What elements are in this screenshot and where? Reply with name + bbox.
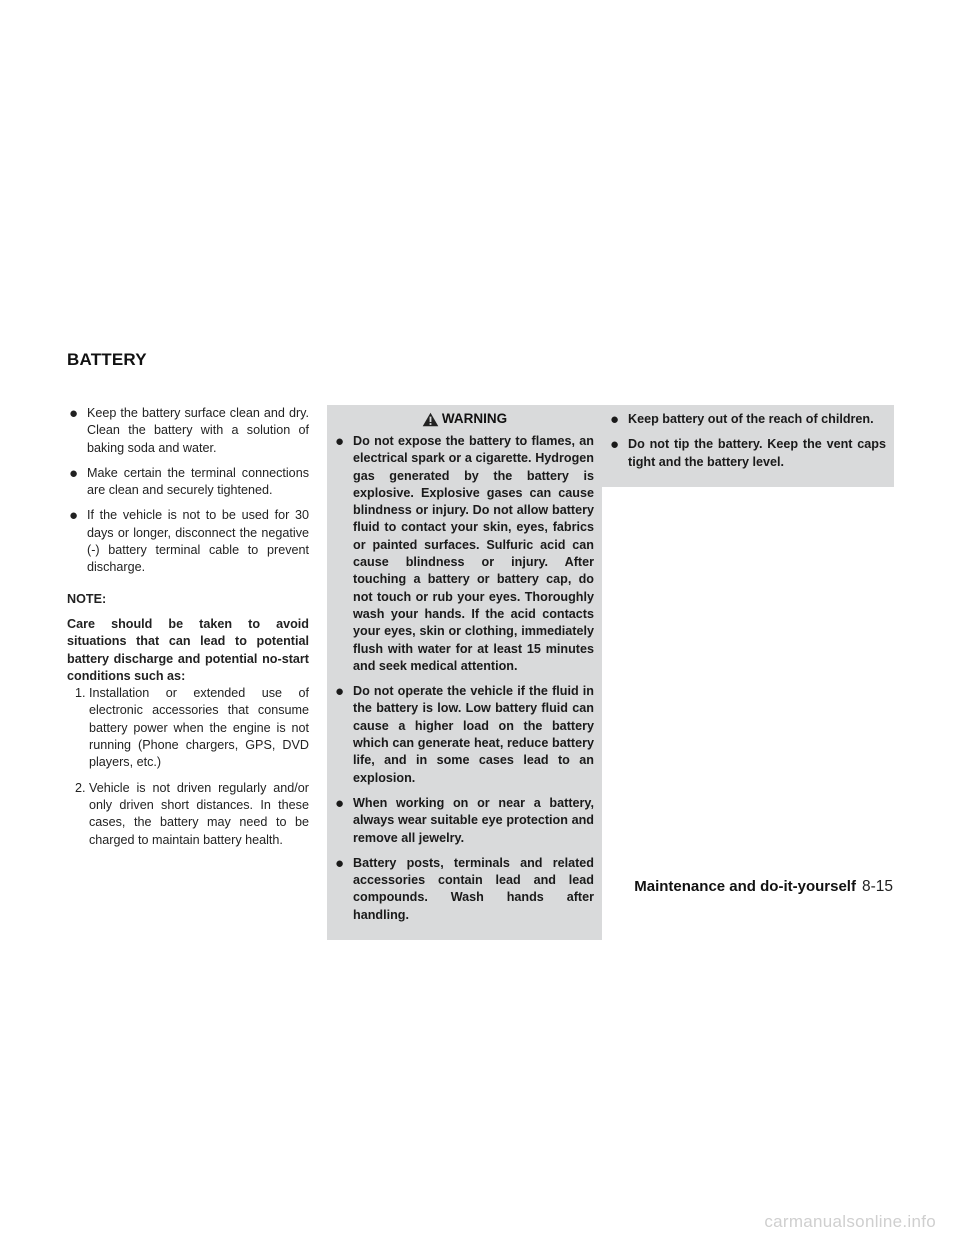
section-title: BATTERY bbox=[67, 350, 147, 369]
warning-column bbox=[327, 405, 602, 940]
list-item: ● Do not expose the battery to flames, an electrical spark or a cigarette. Hydrogen gas generated by the battery is explosive. Explosive gases can cause blindness or injury. Do not allow battery fluid to contact your skin, eyes, fabrics or painted surfaces. Sulfuric acid can cause blindness or injury. After touching a battery or battery cap, do not touch or rub your eyes. Thoroughly wash your hands. If the acid contacts your eyes, skin or clothing, immediately flush with water for at least 15 minutes and seek medical attention. bbox=[335, 433, 594, 673]
list-item: ● Battery posts, terminals and related accessories contain lead and lead compounds. Wash hands after handling. bbox=[335, 854, 594, 922]
list-item: ● When working on or near a battery, always wear suitable eye protection and remove all jewelry. bbox=[335, 794, 594, 845]
note-steps bbox=[67, 685, 309, 849]
bullet-icon: ● bbox=[69, 405, 79, 422]
warning-triangle-icon bbox=[422, 412, 439, 427]
warning-bullets-continued bbox=[608, 411, 886, 471]
page-number: 8-15 bbox=[861, 878, 893, 895]
list-item: ● If the vehicle is not to be used for 30 days or longer, disconnect the negative (-) battery terminal cable to prevent discharge. bbox=[69, 507, 309, 575]
warning-box-continued bbox=[602, 405, 894, 487]
warning-header bbox=[327, 405, 602, 433]
bullet-icon: ● bbox=[610, 411, 620, 428]
list-item: ● Do not tip the battery. Keep the vent caps tight and the battery level. bbox=[610, 436, 886, 469]
footer-section-title: Maintenance and do-it-yourself bbox=[634, 878, 856, 895]
warning-title: WARNING bbox=[441, 411, 508, 427]
warning-bullets bbox=[327, 433, 602, 924]
list-item: 1. Installation or extended use of electronic accessories that consume battery power when the engine is not running (Phone chargers, GPS, DVD players, etc.) bbox=[75, 686, 309, 770]
bullet-icon: ● bbox=[69, 507, 79, 525]
list-item: ● Keep battery out of the reach of children. bbox=[610, 411, 874, 428]
right-column bbox=[602, 405, 894, 487]
list-item: ● Do not operate the vehicle if the fluid in the battery is low. Low battery fluid can cause a higher load on the battery which can generate heat, reduce battery life, and in some cases lead to an explosion. bbox=[335, 683, 594, 785]
bullet-icon: ● bbox=[335, 683, 345, 701]
bullet-icon: ● bbox=[610, 436, 620, 454]
bullet-icon: ● bbox=[335, 433, 345, 450]
list-item: ● Keep the battery surface clean and dry. Clean the battery with a solution of baking soda and water. bbox=[69, 405, 309, 455]
note-label: NOTE: bbox=[67, 591, 107, 606]
list-item: ● Make certain the terminal connections are clean and securely tightened. bbox=[69, 464, 309, 498]
maintenance-bullets bbox=[67, 405, 309, 577]
watermark: carmanualsonline.info bbox=[764, 1212, 936, 1231]
bullet-icon: ● bbox=[335, 854, 345, 872]
page-footer bbox=[634, 878, 893, 896]
warning-box bbox=[327, 405, 602, 940]
left-column bbox=[67, 405, 309, 857]
list-item: 2. Vehicle is not driven regularly and/or only driven short distances. In these cases, the battery may need to be charged to maintain battery health. bbox=[75, 780, 309, 847]
note-intro: Care should be taken to avoid situations that can lead to potential battery discharge and potential no-start conditions such as: bbox=[67, 616, 309, 683]
bullet-icon: ● bbox=[335, 794, 345, 812]
bullet-icon: ● bbox=[69, 464, 79, 482]
